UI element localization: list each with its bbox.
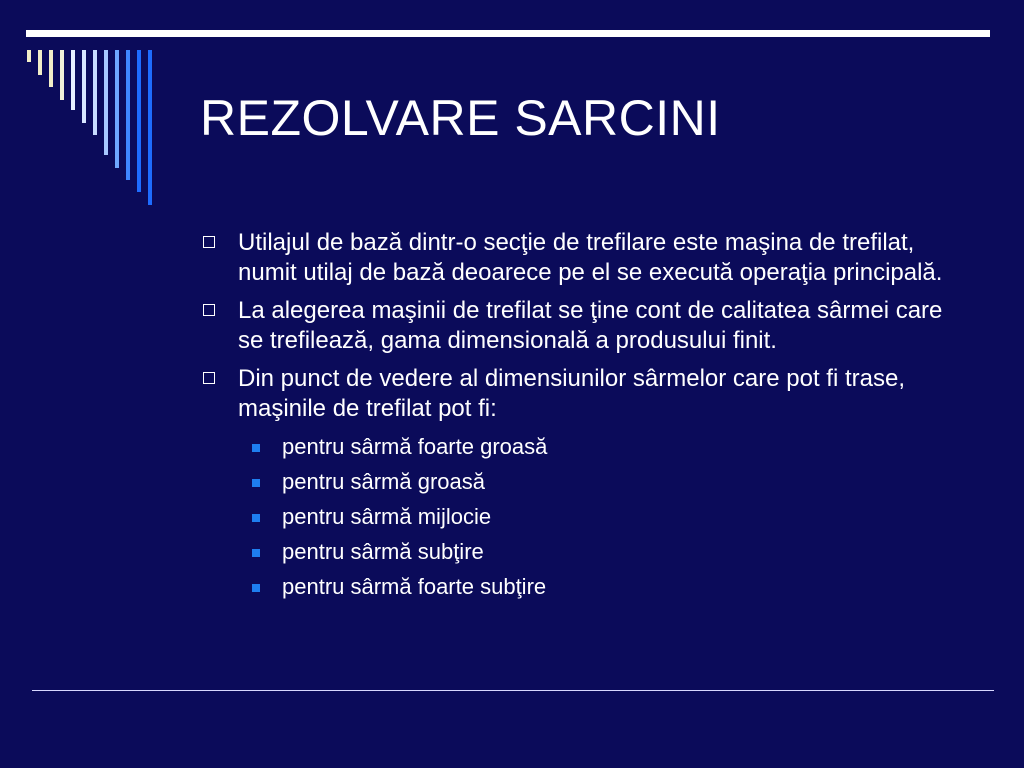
bullet-text: La alegerea maşinii de trefilat se ţine cont de calitatea sârmei care se trefilează, gama dimensională a produsului finit. xyxy=(238,297,943,354)
sub-bullet-item xyxy=(252,572,970,607)
filled-square-bullet-icon xyxy=(252,444,260,452)
sub-bullet-text: pentru sârmă foarte subţire xyxy=(282,574,547,599)
deco-bar xyxy=(38,50,42,75)
deco-bar xyxy=(137,50,141,192)
hollow-square-bullet-icon xyxy=(203,236,215,248)
sub-bullet-list xyxy=(200,432,970,607)
deco-bar xyxy=(93,50,97,135)
hollow-square-bullet-icon xyxy=(203,304,215,316)
sub-bullet-item xyxy=(252,502,970,537)
slide-content xyxy=(200,228,970,607)
deco-bar xyxy=(148,50,152,205)
bottom-rule xyxy=(32,690,994,691)
bullet-text: Din punct de vedere al dimensiunilor sârmelor care pot fi trase, maşinile de trefilat pot fi: xyxy=(238,365,905,422)
sub-bullet-text: pentru sârmă groasă xyxy=(282,469,485,494)
sub-bullet-item xyxy=(252,432,970,467)
deco-bar xyxy=(115,50,119,168)
sub-bullet-text: pentru sârmă foarte groasă xyxy=(282,434,548,459)
bullet-text: Utilajul de bază dintr-o secţie de trefilare este maşina de trefilat, numit utilaj de bază deoarece pe el se execută operaţia principală. xyxy=(238,229,943,286)
deco-bar xyxy=(126,50,130,180)
bullet-item xyxy=(200,228,970,288)
deco-bar xyxy=(71,50,75,110)
sub-bullet-text: pentru sârmă mijlocie xyxy=(282,504,492,529)
sub-bullet-text: pentru sârmă subţire xyxy=(282,539,484,564)
filled-square-bullet-icon xyxy=(252,584,260,592)
hollow-square-bullet-icon xyxy=(203,372,215,384)
deco-bar xyxy=(82,50,86,123)
deco-bar xyxy=(27,50,31,62)
filled-square-bullet-icon xyxy=(252,549,260,557)
filled-square-bullet-icon xyxy=(252,514,260,522)
deco-bar xyxy=(49,50,53,87)
sub-bullet-item xyxy=(252,537,970,572)
deco-bar xyxy=(60,50,64,100)
bullet-item xyxy=(200,296,970,356)
deco-bar xyxy=(104,50,108,155)
slide-title: REZOLVARE SARCINI xyxy=(200,90,721,146)
decorative-bars xyxy=(0,0,200,220)
bullet-item xyxy=(200,364,970,424)
filled-square-bullet-icon xyxy=(252,479,260,487)
sub-bullet-item xyxy=(252,467,970,502)
